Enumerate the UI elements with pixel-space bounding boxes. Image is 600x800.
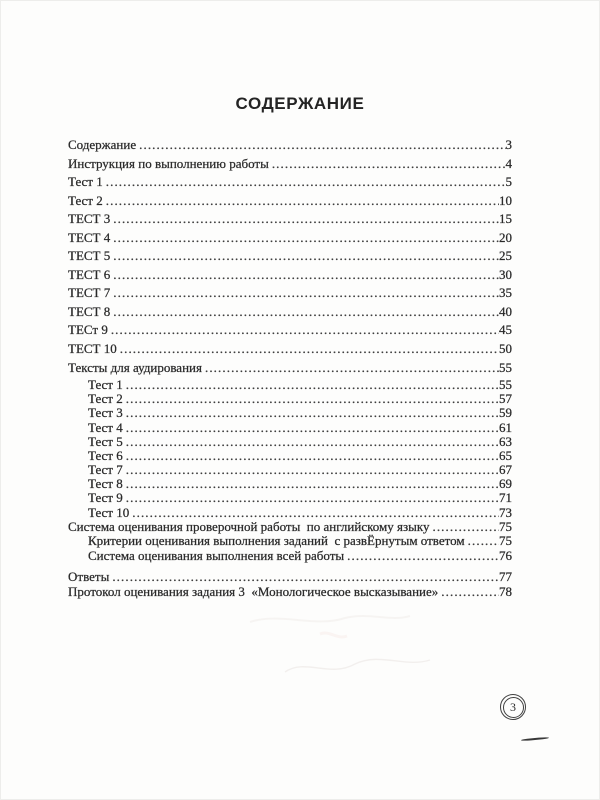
toc-entry-label: Критерии оценивания выполнения заданий с развЁрнутым ответом — [88, 533, 465, 549]
toc-entry-page: 76 — [499, 548, 512, 564]
toc-entry — [68, 406, 512, 420]
toc-entry-label: ТЕСТ 10 — [68, 341, 117, 357]
dot-leader — [129, 506, 499, 520]
toc-entry — [68, 286, 512, 305]
dot-leader — [103, 194, 499, 208]
page-number-badge — [500, 694, 526, 720]
toc-entry-page: 69 — [499, 476, 512, 492]
toc-entry-label: Протокол оценивания задания 3 «Монологическое высказывание» — [68, 583, 439, 599]
toc-entry-label: ТЕСТ 6 — [68, 266, 111, 282]
toc-entry-label: Тест 1 — [68, 174, 103, 190]
scan-smudge-artifact — [225, 600, 435, 690]
toc-entry-page: 40 — [499, 303, 512, 319]
toc-entry — [68, 212, 512, 231]
toc-entry — [68, 249, 512, 268]
toc-entry-page: 20 — [499, 229, 512, 245]
dot-leader — [103, 175, 506, 189]
toc-list — [68, 138, 512, 600]
dot-leader — [109, 570, 499, 584]
dot-leader — [123, 463, 499, 477]
toc-entry — [68, 194, 512, 213]
toc-entry — [68, 435, 512, 449]
toc-entry-label: ТЕСТ 5 — [68, 248, 111, 264]
toc-entry-page: 75 — [499, 533, 512, 549]
toc-entry-label: Ответы — [68, 568, 110, 584]
toc-entry-page: 59 — [499, 405, 512, 421]
toc-entry-page: 25 — [499, 248, 512, 264]
toc-entry — [68, 361, 512, 378]
toc-entry-page: 65 — [499, 447, 512, 463]
page-title: СОДЕРЖАНИЕ — [235, 94, 365, 113]
dot-leader — [465, 534, 499, 548]
toc-entry-label: Тест 1 — [88, 376, 123, 392]
toc-entry-page: 73 — [499, 504, 512, 520]
toc-entry-label: Тест 7 — [88, 462, 123, 478]
toc-entry-page: 35 — [499, 285, 512, 301]
toc-entry-page: 55 — [499, 376, 512, 392]
toc-entry — [68, 392, 512, 406]
toc-entry-label: Тест 6 — [88, 447, 123, 463]
dot-leader — [202, 361, 499, 375]
toc-entry-page: 78 — [499, 583, 512, 599]
toc-entry-page: 4 — [505, 155, 512, 171]
toc-entry — [68, 570, 512, 585]
toc-entry-label: Тест 8 — [88, 476, 123, 492]
toc-entry — [68, 449, 512, 463]
dot-leader — [110, 249, 499, 263]
toc-entry-page: 55 — [499, 359, 512, 375]
toc-entry — [68, 506, 512, 520]
dot-leader — [123, 477, 499, 491]
toc-entry-label: Тест 10 — [88, 504, 130, 520]
toc-entry-label: Тест 2 — [88, 391, 123, 407]
dot-leader — [110, 231, 499, 245]
dot-leader — [123, 421, 499, 435]
toc-entry-label: Содержание — [68, 137, 137, 152]
toc-entry-page: 3 — [505, 137, 512, 152]
toc-entry-label: Тест 9 — [88, 490, 123, 506]
toc-entry — [68, 157, 512, 176]
page-number-circle — [503, 697, 524, 718]
toc-entry-page: 57 — [499, 391, 512, 407]
dot-leader — [117, 342, 499, 356]
toc-entry-label: Тест 3 — [88, 405, 123, 421]
toc-entry-page: 61 — [499, 419, 512, 435]
dot-leader — [110, 212, 499, 226]
dot-leader — [344, 549, 499, 563]
toc-entry — [68, 549, 512, 564]
dot-leader — [123, 435, 499, 449]
dot-leader — [110, 286, 499, 300]
toc-entry — [68, 378, 512, 392]
toc-entry — [68, 421, 512, 435]
dot-leader — [110, 305, 499, 319]
toc-entry-label: Система оценивания выполнения всей работы — [88, 548, 345, 564]
toc-entry-page: 5 — [505, 174, 512, 190]
dot-leader — [269, 157, 506, 171]
toc-entry-label: Тест 2 — [68, 192, 103, 208]
toc-entry-page: 10 — [499, 192, 512, 208]
dot-leader — [123, 378, 499, 392]
page-number: 3 — [510, 699, 516, 714]
toc-entry-page: 75 — [499, 518, 512, 534]
toc-entry — [68, 491, 512, 505]
toc-entry-label: ТЕСТ 3 — [68, 211, 111, 227]
toc-entry-label: ТЕСТ 4 — [68, 229, 111, 245]
dot-leader — [123, 449, 499, 463]
dot-leader — [123, 491, 499, 505]
toc-entry-label: Тексты для аудирования — [68, 359, 202, 375]
toc-entry-label: Тест 5 — [88, 433, 123, 449]
toc-entry — [68, 305, 512, 324]
toc-entry-label: ТЕСТ 7 — [68, 285, 111, 301]
toc-entry — [68, 268, 512, 287]
toc-entry-page: 30 — [499, 266, 512, 282]
toc-entry — [68, 231, 512, 250]
toc-entry-label: ТЕСТ 8 — [68, 303, 111, 319]
toc-entry-page: 71 — [499, 490, 512, 506]
toc-entry — [68, 477, 512, 491]
toc-entry — [68, 138, 512, 157]
toc-entry — [68, 175, 512, 194]
toc-entry-page: 67 — [499, 462, 512, 478]
toc-entry — [68, 534, 512, 549]
toc-entry-label: Система оценивания проверочной работы по английскому языку — [68, 518, 430, 534]
toc-entry — [68, 585, 512, 600]
dot-leader — [110, 268, 499, 282]
toc-entry-label: Тест 4 — [88, 419, 123, 435]
toc-entry-page: 45 — [499, 322, 512, 338]
toc-entry-page: 15 — [499, 211, 512, 227]
dot-leader — [123, 406, 499, 420]
toc-entry — [68, 323, 512, 342]
dot-leader — [108, 323, 499, 337]
toc-entry-page: 63 — [499, 433, 512, 449]
toc-entry — [68, 463, 512, 477]
toc-entry — [68, 342, 512, 361]
toc-entry — [68, 520, 512, 535]
dot-leader — [438, 585, 499, 599]
toc-entry-page: 50 — [499, 341, 512, 357]
dot-leader — [429, 520, 499, 534]
toc-entry-label: Инструкция по выполнению работы — [68, 155, 269, 171]
toc-entry-label: ТЕСт 9 — [68, 322, 108, 338]
dot-leader — [123, 392, 499, 406]
dot-leader — [136, 138, 505, 152]
toc-entry-page: 77 — [499, 568, 512, 584]
